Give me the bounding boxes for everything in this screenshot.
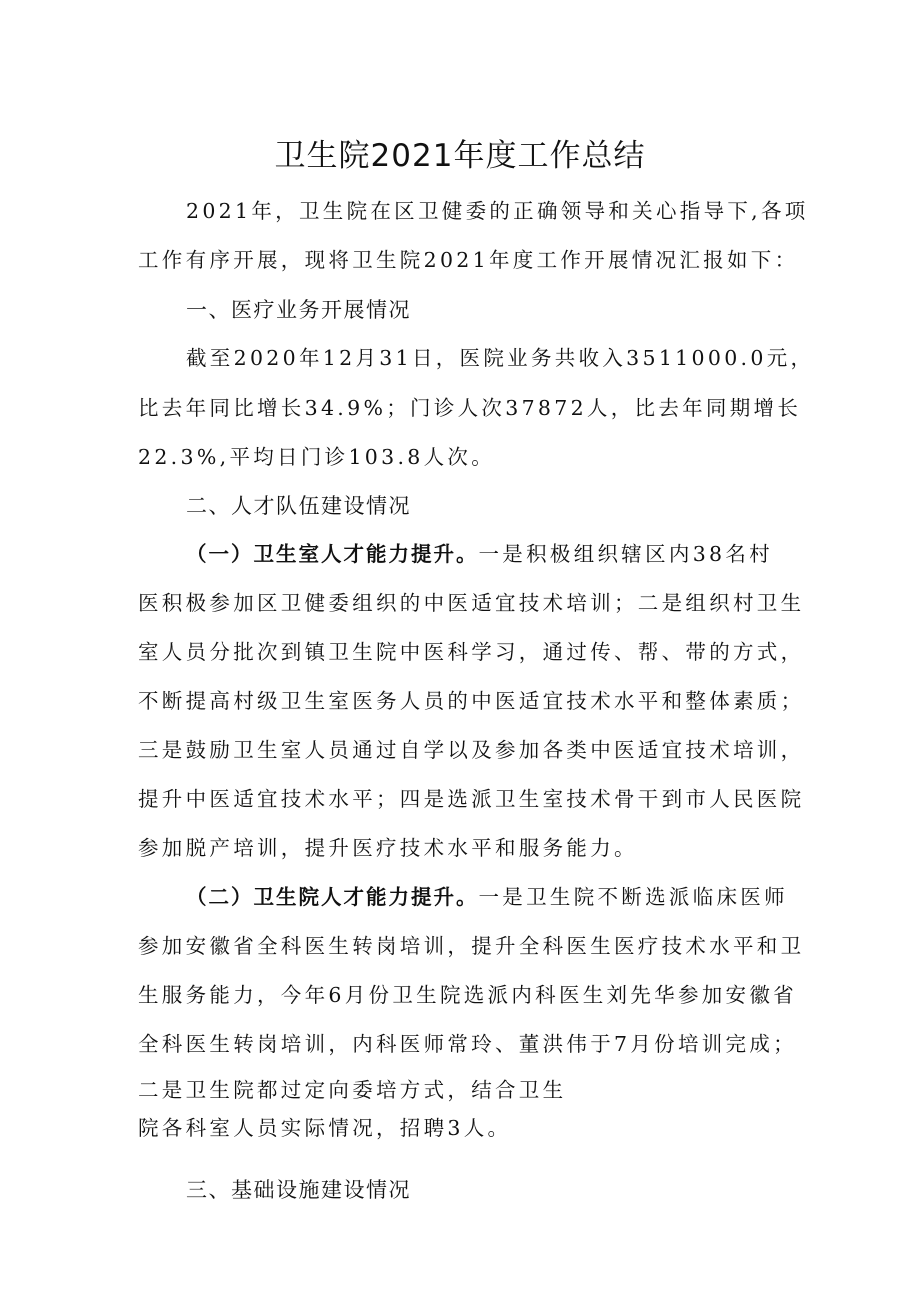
subsection-2-line-4: 全科医生转岗培训，内科医师常玲、董洪伟于7月份培训完成； (138, 1032, 797, 1056)
subsection-2-lead: （二）卫生院人才能力提升。 (186, 885, 479, 909)
section-3-heading: 三、基础设施建设情况 (186, 1178, 411, 1202)
subsection-2-line-5: 二是卫生院都过定向委培方式，结合卫生 (138, 1078, 567, 1102)
section-2-heading: 二、人才队伍建设情况 (186, 494, 411, 518)
subsection-2-first-line (186, 877, 846, 917)
intro-line-1: 2021年，卫生院在区卫健委的正确领导和关心指导下,各项 (186, 199, 809, 223)
subsection-1-line-3: 室人员分批次到镇卫生院中医科学习，通过传、帮、带的方式， (138, 640, 805, 664)
subsection-1-lead: （一）卫生室人才能力提升。 (186, 542, 479, 566)
section-1-line-3: 22.3%,平均日门诊103.8人次。 (138, 445, 496, 469)
document-title: 卫生院2021年度工作总结 (274, 138, 646, 174)
intro-line-2: 工作有序开展，现将卫生院2021年度工作开展情况汇报如下： (138, 248, 799, 272)
subsection-2-first-line-rest: 一是卫生院不断选派临床医师 (478, 885, 788, 909)
subsection-1-line-2: 医积极参加区卫健委组织的中医适宜技术培训；二是组织村卫生 (138, 591, 805, 615)
subsection-1-first-line-rest: 一是积极组织辖区内38名村 (478, 542, 773, 566)
subsection-1-line-6: 提升中医适宜技术水平；四是选派卫生室技术骨干到市人民医院 (138, 787, 805, 811)
subsection-1-first-line (186, 534, 846, 574)
subsection-2-line-6: 院各科室人员实际情况，招聘3人。 (138, 1116, 512, 1140)
section-1-line-2: 比去年同比增长34.9%；门诊人次37872人，比去年同期增长 (138, 396, 802, 420)
subsection-2-line-2: 参加安徽省全科医生转岗培训，提升全科医生医疗技术水平和卫 (138, 934, 805, 958)
subsection-1-line-5: 三是鼓励卫生室人员通过自学以及参加各类中医适宜技术培训， (138, 738, 805, 762)
section-1-heading: 一、医疗业务开展情况 (186, 298, 411, 322)
subsection-1-line-4: 不断提高村级卫生室医务人员的中医适宜技术水平和整体素质； (138, 689, 805, 713)
subsection-1-line-7: 参加脱产培训，提升医疗技术水平和服务能力。 (138, 836, 638, 860)
section-1-line-1: 截至2020年12月31日，医院业务共收入3511000.0元， (186, 346, 815, 370)
subsection-2-line-3: 生服务能力，今年6月份卫生院选派内科医生刘先华参加安徽省 (138, 983, 797, 1007)
